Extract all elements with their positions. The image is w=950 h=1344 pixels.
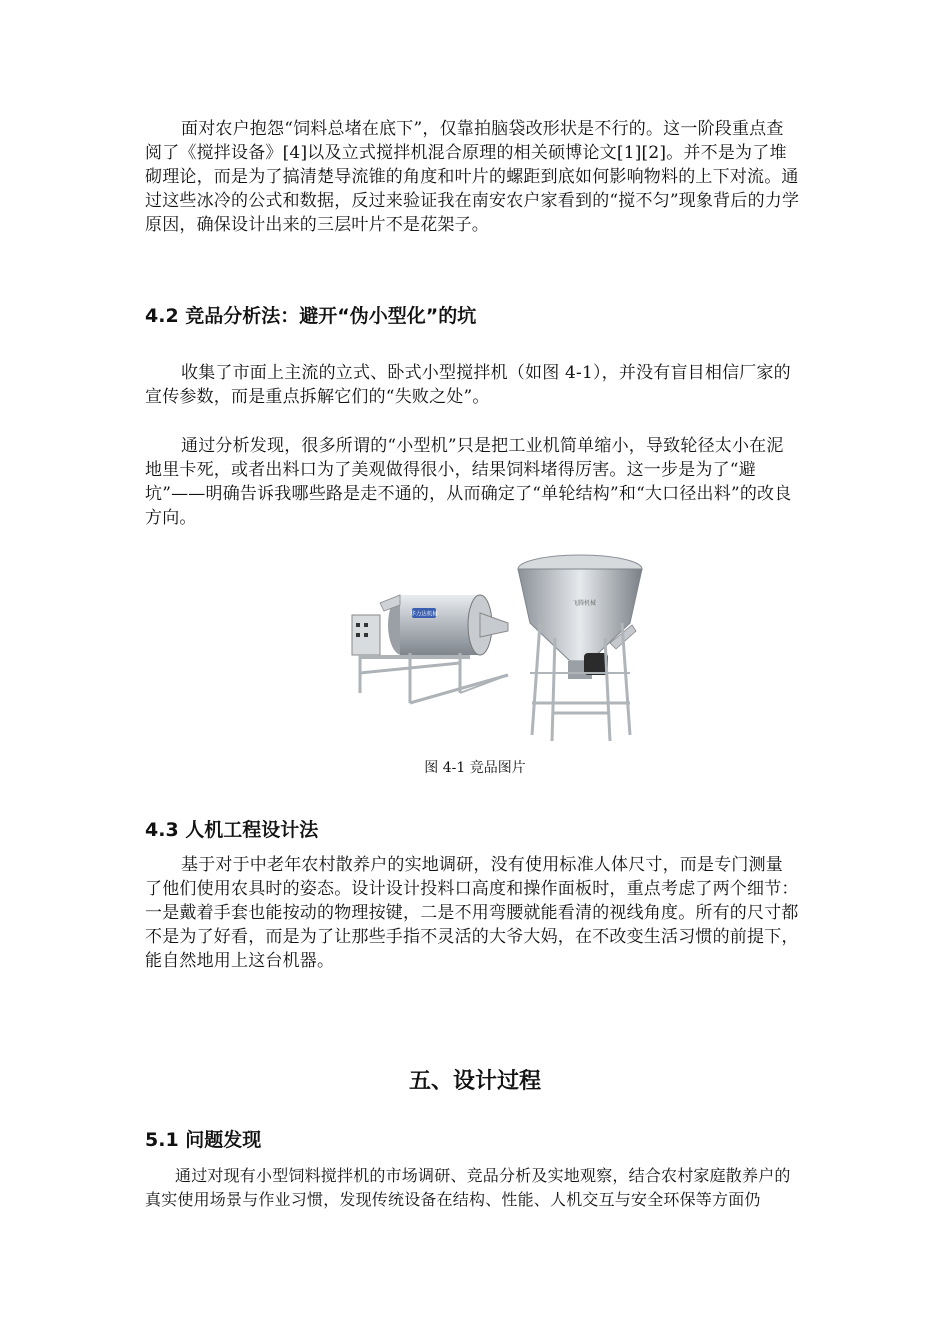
paragraph-ergonomics: 基于对于中老年农村散养户的实地调研，没有使用标准人体尺寸，而是专门测量了他们使用农具时的姿态。设计设计投料口高度和操作面板时，重点考虑了两个细节：一是戴着手套也能按动的物理按键，二是不用弯腰就能看清的视线角度。所有的尺寸都不是为了好看，而是为了让那些手指不灵活的大爷大妈，在不改变生活习惯的前提下，能自然地用上这台机器。 (145, 855, 799, 971)
heading-4-2: 4.2 竞品分析法：避开“伪小型化”的坑 (145, 305, 477, 327)
horizontal-mixer-image (352, 595, 508, 703)
vertical-mixer-image (518, 555, 642, 741)
chapter-title: 五、设计过程 (408, 1069, 541, 1094)
paragraph-research: 面对农户抱怨“饲料总堵在底下”，仅靠拍脑袋改形状是不行的。这一阶段重点查阅了《搅拌设备》[4]以及立式搅拌机混合原理的相关硕博论文[1][2]。并不是为了堆砌理论，而是为了搞清楚导流锥的角度和叶片的螺距到底如何影响物料的上下对流。通过这些冰冷的公式和数据，反过来验证我在南安农户家看到的“搅不匀”现象背后的力学原因，确保设计出来的三层叶片不是花架子。 (145, 119, 800, 235)
heading-5-1: 5.1 问题发现 (145, 1129, 262, 1151)
heading-4-3: 4.3 人机工程设计法 (145, 819, 319, 841)
paragraph-competitor-analysis: 通过分析发现，很多所谓的“小型机”只是把工业机简单缩小，导致轮径太小在泥地里卡死，或者出料口为了美观做得很小，结果饲料堵得厉害。这一步是为了“避坑”——明确告诉我哪些路是走不通的，从而确定了“单轮结构”和“大口径出料”的改良方向。 (145, 436, 792, 528)
mixer-machines-image (340, 553, 660, 743)
machine-brand-label-2: 飞腾机械 (572, 600, 597, 607)
paragraph-problem-discovery: 通过对现有小型饲料搅拌机的市场调研、竞品分析及实地观察，结合农村家庭散养户的真实使用场景与作业习惯，发现传统设备在结构、性能、人机交互与安全环保等方面仍 (145, 1166, 791, 1209)
figure-caption: 图 4-1 竞品图片 (424, 760, 526, 776)
machine-brand-label: 华力达机械 (410, 611, 438, 618)
paragraph-competitor-intro: 收集了市面上主流的立式、卧式小型搅拌机（如图 4-1），并没有盲目相信厂家的宣传参数，而是重点拆解它们的“失败之处”。 (145, 363, 791, 407)
competitor-figure (340, 553, 660, 743)
